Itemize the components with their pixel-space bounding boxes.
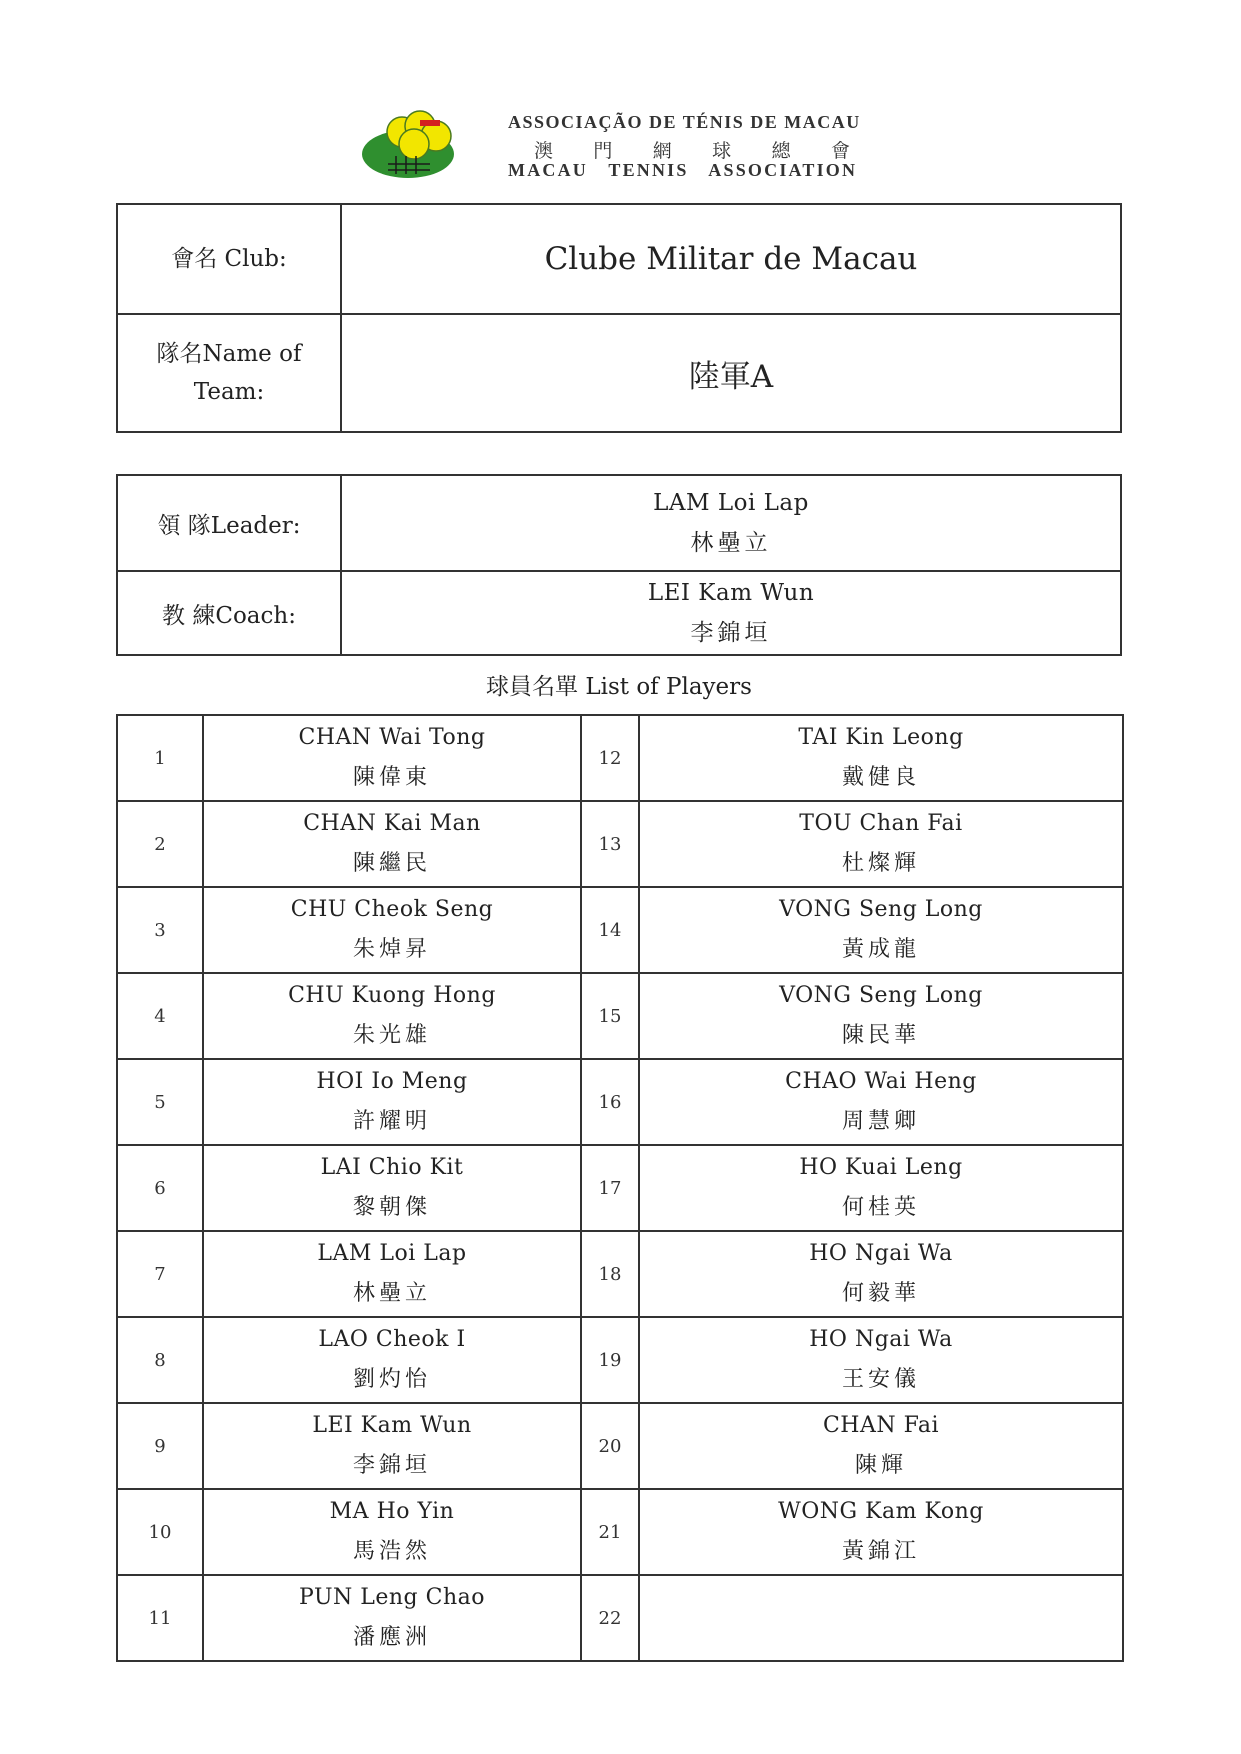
player-name-en: HO Ngai Wa — [809, 1241, 953, 1266]
player-name-en: LAI Chio Kit — [320, 1155, 464, 1180]
player-name-en: PUN Leng Chao — [299, 1585, 485, 1610]
association-name-zh-char: 門 — [593, 141, 613, 162]
player-name-zh: 劉灼怡 — [352, 1367, 431, 1392]
player-number: 15 — [581, 973, 639, 1059]
player-name-cell — [203, 887, 581, 973]
association-logo-icon — [358, 106, 468, 182]
player-name-cell — [203, 801, 581, 887]
player-name-en: CHU Kuong Hong — [288, 983, 496, 1008]
association-name-zh-char: 總 — [771, 141, 791, 162]
association-name — [508, 112, 878, 184]
player-name-en: TOU Chan Fai — [799, 811, 963, 836]
player-name-en: VONG Seng Long — [779, 897, 983, 922]
team-label-line2: Team: — [193, 379, 265, 405]
player-name-cell — [203, 1575, 581, 1661]
player-name-cell — [639, 715, 1123, 801]
player-name-cell — [639, 973, 1123, 1059]
player-row — [117, 801, 1123, 887]
player-name-zh: 何桂英 — [841, 1195, 920, 1220]
player-number: 9 — [117, 1403, 203, 1489]
player-name-zh: 陳偉東 — [352, 765, 431, 790]
player-number: 6 — [117, 1145, 203, 1231]
player-name-en: TAI Kin Leong — [798, 725, 964, 750]
player-name-en: CHU Cheok Seng — [290, 897, 494, 922]
player-name-en: LAM Loi Lap — [317, 1241, 467, 1266]
player-name-zh: 潘應洲 — [352, 1625, 431, 1650]
player-name-zh: 杜燦輝 — [841, 851, 920, 876]
player-row — [117, 1489, 1123, 1575]
player-name-zh: 李錦垣 — [352, 1453, 431, 1478]
staff-table — [116, 474, 1122, 656]
player-name-zh: 朱焯昇 — [352, 937, 431, 962]
player-number: 20 — [581, 1403, 639, 1489]
coach-name-zh: 李錦垣 — [690, 620, 772, 646]
page-header — [358, 106, 878, 186]
association-name-pt: ASSOCIAÇÃO DE TÉNIS DE MACAU — [508, 112, 861, 132]
player-name-zh: 林壘立 — [352, 1281, 431, 1306]
coach-label: 教 練Coach: — [117, 571, 341, 655]
player-name-zh: 陳輝 — [854, 1453, 907, 1478]
player-name-zh: 黃錦江 — [841, 1539, 920, 1564]
player-name-cell — [203, 1059, 581, 1145]
player-number: 1 — [117, 715, 203, 801]
team-row — [117, 314, 1121, 432]
player-name-zh: 馬浩然 — [352, 1539, 431, 1564]
player-name-cell — [639, 1231, 1123, 1317]
leader-row — [117, 475, 1121, 571]
player-row — [117, 1403, 1123, 1489]
player-name-cell — [203, 973, 581, 1059]
player-name-cell — [639, 1059, 1123, 1145]
association-name-zh-char: 網 — [652, 141, 672, 162]
player-name-zh: 周慧卿 — [841, 1109, 920, 1134]
player-number: 21 — [581, 1489, 639, 1575]
player-name-zh: 許耀明 — [352, 1109, 431, 1134]
player-name-cell — [639, 801, 1123, 887]
player-row — [117, 1231, 1123, 1317]
association-name-zh-char: 澳 — [534, 141, 554, 162]
team-info-table — [116, 203, 1122, 433]
player-number: 3 — [117, 887, 203, 973]
player-row — [117, 1145, 1123, 1231]
player-name-cell — [203, 1489, 581, 1575]
player-name-en: CHAN Wai Tong — [298, 725, 486, 750]
player-number: 12 — [581, 715, 639, 801]
team-label-line1: 隊名Name of — [156, 341, 302, 367]
player-row — [117, 1317, 1123, 1403]
roster-title: 球員名單 List of Players — [486, 674, 752, 700]
player-name-cell — [639, 1575, 1123, 1661]
player-name-en: HOI Io Meng — [316, 1069, 468, 1094]
player-number: 5 — [117, 1059, 203, 1145]
leader-name-en: LAM Loi Lap — [653, 490, 809, 516]
player-number: 17 — [581, 1145, 639, 1231]
coach-name-en: LEI Kam Wun — [647, 580, 815, 606]
player-number: 18 — [581, 1231, 639, 1317]
player-name-en: CHAN Fai — [822, 1413, 940, 1438]
player-name-en: LEI Kam Wun — [312, 1413, 472, 1438]
player-number: 7 — [117, 1231, 203, 1317]
player-number: 4 — [117, 973, 203, 1059]
player-name-en: WONG Kam Kong — [778, 1499, 984, 1524]
coach-row — [117, 571, 1121, 655]
player-name-zh: 陳繼民 — [352, 851, 431, 876]
player-number: 8 — [117, 1317, 203, 1403]
player-number: 13 — [581, 801, 639, 887]
player-name-en: MA Ho Yin — [329, 1499, 455, 1524]
player-name-cell — [203, 715, 581, 801]
player-name-en: VONG Seng Long — [779, 983, 983, 1008]
association-name-zh-char: 球 — [712, 141, 732, 162]
association-name-zh — [508, 136, 878, 160]
player-number: 11 — [117, 1575, 203, 1661]
coach-value — [341, 571, 1121, 655]
player-number: 2 — [117, 801, 203, 887]
player-row — [117, 1575, 1123, 1661]
player-name-cell — [203, 1231, 581, 1317]
player-name-en: LAO Cheok I — [318, 1327, 466, 1352]
player-number: 19 — [581, 1317, 639, 1403]
players-table-body — [117, 715, 1123, 1661]
leader-label: 領 隊Leader: — [117, 475, 341, 571]
player-row — [117, 973, 1123, 1059]
player-name-cell — [639, 1403, 1123, 1489]
club-label: 會名 Club: — [117, 204, 341, 314]
player-name-zh: 黎朝傑 — [352, 1195, 431, 1220]
player-name-cell — [203, 1317, 581, 1403]
player-name-en: CHAO Wai Heng — [785, 1069, 977, 1094]
player-name-cell — [203, 1403, 581, 1489]
leader-name-zh: 林壘立 — [690, 530, 772, 556]
player-name-cell — [639, 1489, 1123, 1575]
players-table — [116, 714, 1124, 1662]
player-name-cell — [639, 1145, 1123, 1231]
player-name-en: CHAN Kai Man — [303, 811, 481, 836]
player-name-cell — [639, 1317, 1123, 1403]
association-name-en: MACAU TENNIS ASSOCIATION — [508, 160, 858, 180]
club-value: Clube Militar de Macau — [341, 204, 1121, 314]
player-name-cell — [639, 887, 1123, 973]
player-row — [117, 1059, 1123, 1145]
player-name-zh: 王安儀 — [841, 1367, 920, 1392]
player-number: 10 — [117, 1489, 203, 1575]
player-name-zh: 黃成龍 — [841, 937, 920, 962]
player-number: 14 — [581, 887, 639, 973]
team-label — [117, 314, 341, 432]
player-name-cell — [203, 1145, 581, 1231]
player-name-en: HO Ngai Wa — [809, 1327, 953, 1352]
club-row — [117, 204, 1121, 314]
player-row — [117, 715, 1123, 801]
team-value: 陸軍A — [341, 314, 1121, 432]
leader-value — [341, 475, 1121, 571]
player-number: 22 — [581, 1575, 639, 1661]
association-name-zh-char: 會 — [830, 141, 850, 162]
player-name-zh: 何毅華 — [841, 1281, 920, 1306]
player-number: 16 — [581, 1059, 639, 1145]
player-name-zh: 朱光雄 — [352, 1023, 431, 1048]
player-row — [117, 887, 1123, 973]
player-name-en: HO Kuai Leng — [799, 1155, 963, 1180]
player-name-zh: 陳民華 — [841, 1023, 920, 1048]
player-name-zh: 戴健良 — [841, 765, 920, 790]
